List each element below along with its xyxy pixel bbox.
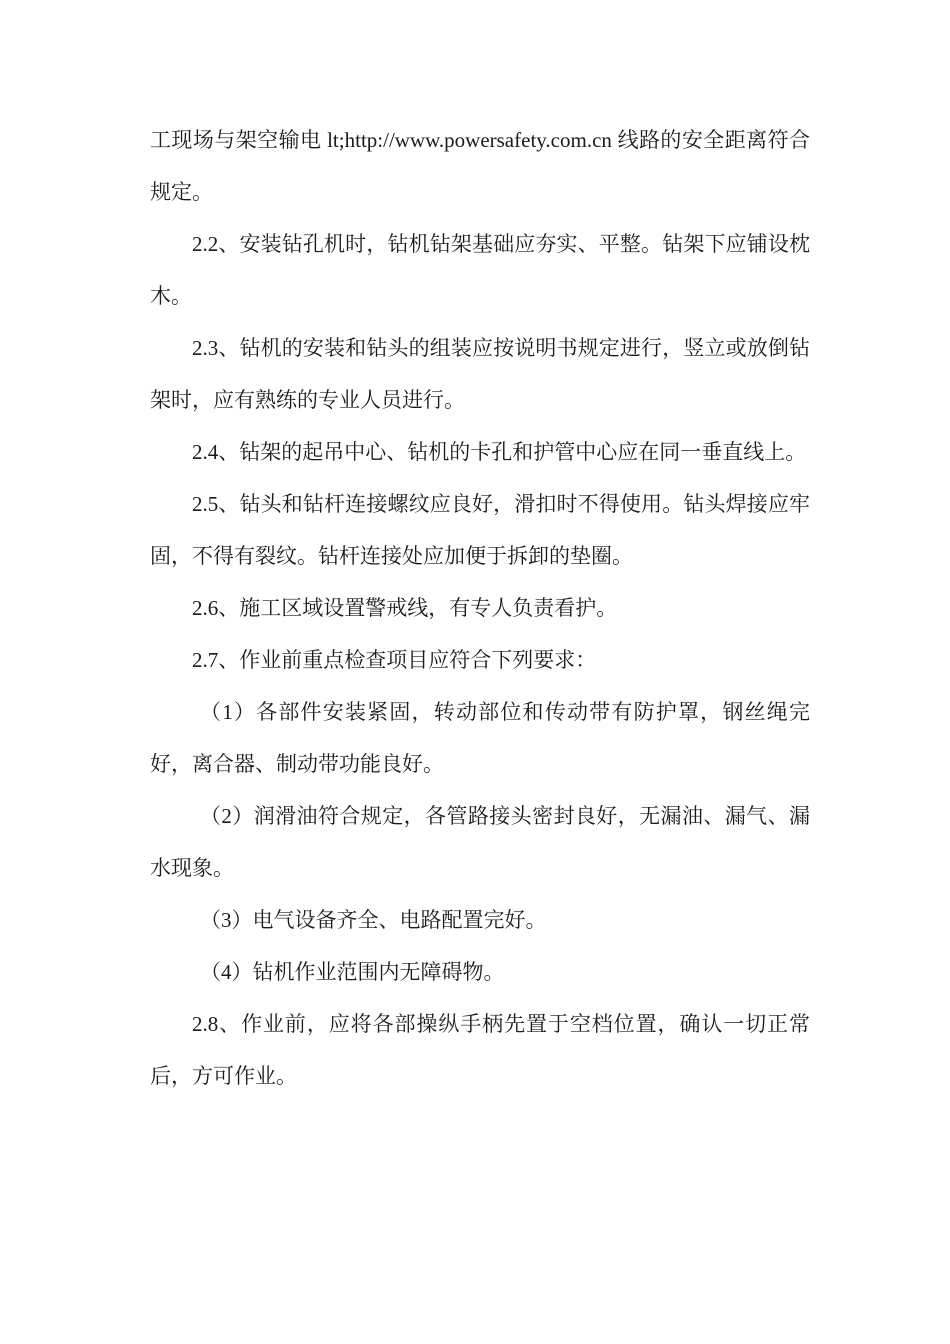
paragraph-2-7: 2.7、作业前重点检查项目应符合下列要求： — [192, 648, 597, 672]
paragraph-2-2: 2.2、安装钻孔机时，钻机钻架基础应夯实、平整。钻架下应铺设枕木。 — [150, 232, 810, 308]
paragraph-2-5: 2.5、钻头和钻杆连接螺纹应良好，滑扣时不得使用。钻头焊接应牢固，不得有裂纹。钻杆连接处应加便于拆卸的垫圈。 — [150, 492, 810, 568]
document-body — [150, 114, 810, 1102]
paragraph-2-4: 2.4、钻架的起吊中心、钻机的卡孔和护管中心应在同一垂直线上。 — [192, 440, 807, 464]
paragraph-continuation: 工现场与架空输电 lt;http://www.powersafety.com.cn 线路的安全距离符合规定。 — [150, 128, 810, 204]
paragraph-2-8: 2.8、作业前，应将各部操纵手柄先置于空档位置，确认一切正常后，方可作业。 — [150, 1012, 810, 1088]
list-item-1: （1）各部件安装紧固，转动部位和传动带有防护罩，钢丝绳完好，离合器、制动带功能良好。 — [150, 700, 810, 776]
list-item-2: （2）润滑油符合规定，各管路接头密封良好，无漏油、漏气、漏水现象。 — [150, 804, 810, 880]
list-item-4: （4）钻机作业范围内无障碍物。 — [200, 960, 505, 984]
paragraph-2-6: 2.6、施工区域设置警戒线，有专人负责看护。 — [192, 596, 618, 620]
paragraph-2-3: 2.3、钻机的安装和钻头的组装应按说明书规定进行，竖立或放倒钻架时，应有熟练的专业人员进行。 — [150, 336, 810, 412]
list-item-3: （3）电气设备齐全、电路配置完好。 — [200, 908, 547, 932]
